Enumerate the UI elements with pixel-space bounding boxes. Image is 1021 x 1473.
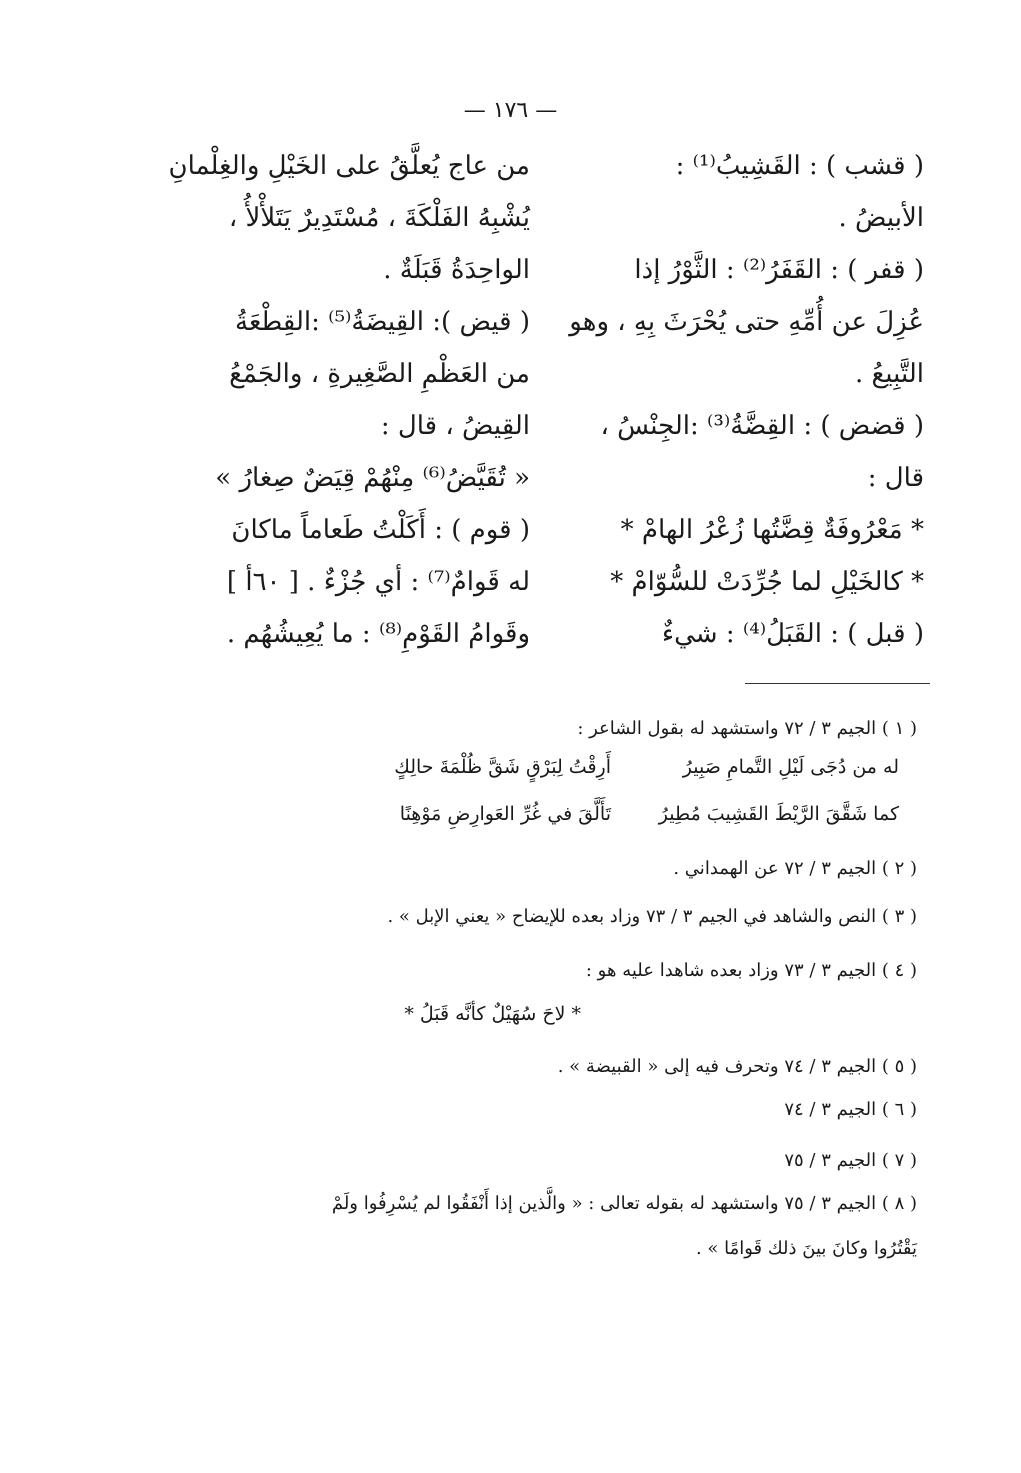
verse-line: « تُقَيَّضُ⁽⁶⁾ مِنْهُمْ قِيَضٌ صِغارُ » bbox=[215, 463, 530, 493]
text-line: من عاج يُعلَّقُ على الخَيْلِ والغِلْمانِ bbox=[168, 151, 530, 181]
footnote-8: ( ٨ ) الجيم ٣ / ٧٥ واستشهد له بقوله تعالى : « والَّذين إذا أَنْفَقُوا لم يُسْرِفُوا ولَمْ bbox=[331, 1193, 917, 1214]
text-line: الواحِدَةُ قَبَلَةٌ . bbox=[383, 255, 530, 285]
text-line: القِيضُ ، قال : bbox=[380, 411, 530, 441]
footnote-verse: كما شَقَّقَ الرَّيْطَ القَشِيبَ مُطِيرُ bbox=[658, 803, 899, 825]
footnote-verse: * لاحَ سُهَيْلٌ كأنَّه قَبَلُ * bbox=[404, 1003, 581, 1025]
text-line: ( قفر ) : القَفَرُ⁽²⁾ : الثَّوْرُ إذا bbox=[634, 255, 924, 285]
footnote-1: ( ١ ) الجيم ٣ / ٧٢ واستشهد له بقول الشاعر : bbox=[577, 718, 917, 739]
right-column bbox=[566, 140, 924, 660]
footnote-verse: له من دُجَى لَيْلِ التَّمامِ صَبِيرُ bbox=[682, 756, 899, 778]
page-number: — ١٧٦ — bbox=[463, 98, 558, 123]
footnote-4: ( ٤ ) الجيم ٣ / ٧٣ وزاد بعده شاهدا عليه هو : bbox=[585, 960, 917, 981]
verse-line: * مَعْرُوفَةٌ قِضَّتُها زُعْرُ الهامْ * bbox=[620, 515, 924, 545]
footnote-verse: تَأَلَّقَ في غُرِّ العَوارِضِ مَوْهِنًا bbox=[399, 803, 611, 825]
footnote-divider bbox=[745, 683, 930, 684]
footnote-8-continued: يَقْتُرُوا وكانَ بينَ ذلك قَوامًا » . bbox=[695, 1238, 917, 1259]
text-line: يُشْبِهُ الفَلْكَةَ ، مُسْتَدِيرٌ يَتَلأْلأُ ، bbox=[228, 203, 530, 233]
text-line: ( قشب ) : القَشِيبُ⁽¹⁾ : bbox=[675, 151, 924, 181]
text-line: عُزِلَ عن أُمِّهِ حتى يُحْرَثَ بِهِ ، وهو bbox=[569, 307, 924, 337]
text-line: له قَوامٌ⁽⁷⁾ : أي جُزْءٌ . [ ٦٠أ ] bbox=[226, 567, 530, 597]
footnote-7: ( ٧ ) الجيم ٣ / ٧٥ bbox=[784, 1150, 917, 1171]
text-line: قال : bbox=[867, 463, 924, 493]
text-line: ( قضض ) : القِضَّةُ⁽³⁾ :الجِنْسُ ، bbox=[600, 411, 924, 441]
footnote-verse: أَرِقْتُ لِبَرْقٍ شَقَّ ظُلْمَةَ حالِكٍ bbox=[394, 756, 611, 778]
verse-line: * كالخَيْلِ لما جُرِّدَتْ للسُّوّامْ * bbox=[610, 567, 924, 597]
footnote-3: ( ٣ ) النص والشاهد في الجيم ٣ / ٧٣ وزاد بعده للإيضاح « يعني الإبل » . bbox=[387, 906, 917, 927]
text-line: الأبيضُ . bbox=[838, 203, 924, 233]
text-line: وقَوامُ القَوْمِ⁽⁸⁾ : ما يُعِيشُهُم . bbox=[226, 619, 530, 649]
text-line: التَّبِيعُ . bbox=[854, 359, 924, 389]
footnote-5: ( ٥ ) الجيم ٣ / ٧٤ وتحرف فيه إلى « القبيضة » . bbox=[557, 1056, 917, 1077]
left-column bbox=[168, 140, 530, 660]
footnote-6: ( ٦ ) الجيم ٣ / ٧٤ bbox=[784, 1099, 917, 1120]
text-line: ( قيض ): القِيضَةُ⁽⁵⁾ :القِطْعَةُ bbox=[235, 307, 530, 337]
text-line: ( قوم ) : أَكَلْتُ طَعاماً ماكانَ bbox=[231, 515, 530, 545]
text-line: من العَظْمِ الصَّغِيرةِ ، والجَمْعُ bbox=[229, 359, 530, 389]
text-line: ( قبل ) : القَبَلُ⁽⁴⁾ : شيءٌ bbox=[661, 619, 924, 649]
footnote-2: ( ٢ ) الجيم ٣ / ٧٢ عن الهمداني . bbox=[673, 858, 917, 879]
